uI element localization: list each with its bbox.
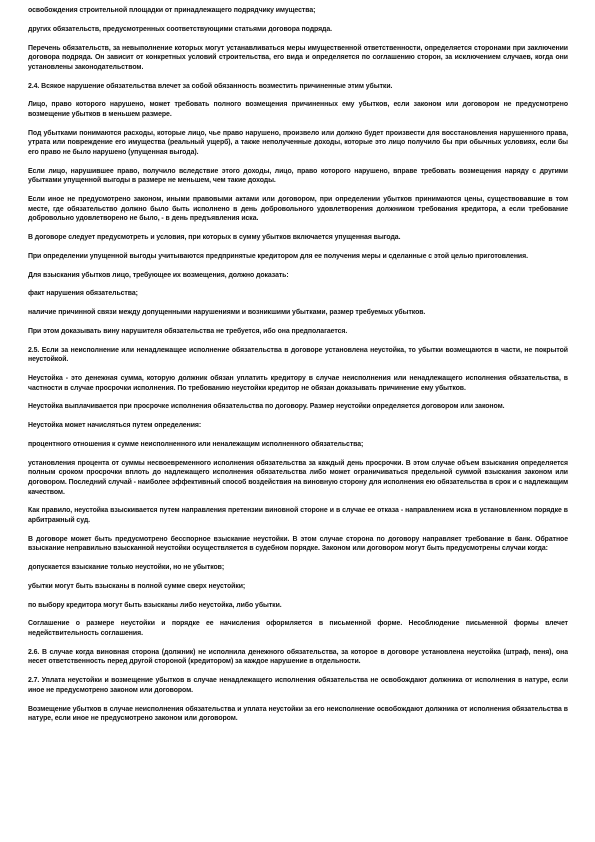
paragraph: Неустойка может начисляться путем определения:	[28, 422, 202, 430]
paragraph: 2.7. Уплата неустойки и возмещение убытков в случае ненадлежащего исполнения обязательства не освобождают должника от исполнения в натуре, если иное не предусмотрено законом или договором.	[28, 677, 568, 694]
paragraph: В договоре может быть предусмотрено бесспорное взыскание неустойки. В этом случае сторона по договору направляет требование в банк. Обратное взыскание неправильно взысканной неустойки осуществляется в судебном порядке. Законом или договором могут быть предусмотрены случаи когда:	[28, 535, 568, 553]
paragraph: Под убытками понимаются расходы, которые лицо, чье право нарушено, произвело или должно будет произвести для восстановления нарушенного права, утрата или повреждение его имущества (реальный ущерб), а также неполученные доходы, которые это лицо получило бы при обычных условиях, если бы его право не было нарушено (упущенная выгода).	[28, 129, 568, 156]
paragraph: Если иное не предусмотрено законом, иными правовыми актами или договором, при определении убытков принимаются цены, существовавшие в том месте, где обязательство должно было быть исполнено в день добровольного удовлетворения должником требования кредитора, а если требование добровольно удовлетворено не было, - в день предъявления иска.	[28, 196, 568, 223]
paragraph: Неустойка - это денежная сумма, которую должник обязан уплатить кредитору в случае неисполнения или ненадлежащего исполнения обязательства, в частности в случае просрочки исполнения. По требованию неустойки кредитор не обязан доказывать причинение ему убытков.	[28, 375, 568, 392]
paragraph: наличие причинной связи между допущенными нарушениями и возникшими убытками, размер требуемых убытков.	[28, 309, 426, 317]
paragraph: 2.4. Всякое нарушение обязательства влечет за собой обязанность возместить причиненные этим убытки.	[28, 82, 393, 90]
paragraph: освобождения строительной площадки от принадлежащего подрядчику имущества;	[28, 7, 316, 14]
paragraph: факт нарушения обязательства;	[28, 290, 138, 298]
paragraph: Соглашение о размере неустойки и порядке ее начисления оформляется в письменной форме. Несоблюдение письменной формы влечет недействительность соглашения.	[28, 620, 568, 638]
paragraph: Лицо, право которого нарушено, может требовать полного возмещения причиненных ему убытков, если законом или договором не предусмотрено возмещение убытков в меньшем размере.	[28, 101, 568, 118]
paragraph: При этом доказывать вину нарушителя обязательства не требуется, ибо она предполагается.	[28, 327, 348, 335]
paragraph: Возмещение убытков в случае неисполнения обязательства и уплата неустойки за его неисполнение освобождают должника от исполнения обязательства в натуре, если иное не предусмотрено законом или договором.	[28, 705, 568, 723]
paragraph: установления процента от суммы несвоевременного исполнения обязательства за каждый день просрочки. В этом случае объем взыскания определяется полным сроком просрочки вплоть до надлежащего исполнения обязательства либо может ограничиваться предельной суммой взыскания законом или договором. Последний случай - наиболее эффективный способ воздействия на виновную сторону для исполнения ею обязательства в срок и с надлежащим качеством.	[28, 459, 568, 496]
paragraph: Неустойка выплачивается при просрочке исполнения обязательства по договору. Размер неустойки определяется договором или законом.	[28, 403, 505, 411]
paragraph: других обязательств, предусмотренных соответствующими статьями договора подряда.	[28, 25, 333, 33]
paragraph: При определении упущенной выгоды учитываются предпринятые кредитором для ее получения меры и сделанные с этой целью приготовления.	[28, 252, 528, 260]
paragraph: процентного отношения к сумме неисполненного или неналежащим исполненного обязательства;	[28, 441, 364, 448]
paragraph: допускается взыскание только неустойки, но не убытков;	[28, 564, 225, 572]
paragraph: Если лицо, нарушившее право, получило вследствие этого доходы, лицо, право которого нарушено, вправе требовать возмещения наряду с другими убытками упущенной выгоды в размере не меньшем, чем такие доходы.	[28, 167, 568, 185]
paragraph: Как правило, неустойка взыскивается путем направления претензии виновной стороне и в случае ее отказа - направлением иска в установленном порядке в арбитражный суд.	[28, 507, 568, 524]
paragraph: В договоре следует предусмотреть и условия, при которых в сумму убытков включается упущенная выгода.	[28, 234, 401, 241]
paragraph: Перечень обязательств, за невыполнение которых могут устанавливаться меры имущественной ответственности, определяется сторонами при заключении договора подряда. Он зависит от конкретных условий строительства, его вида и определяется по соглашению сторон, за исключением случаев, когда они установлены законодательством.	[28, 44, 568, 71]
paragraph: по выбору кредитора могут быть взысканы либо неустойка, либо убытки.	[28, 601, 282, 609]
document-page	[28, 6, 568, 836]
paragraph: убытки могут быть взысканы в полной сумме сверх неустойки;	[28, 582, 246, 590]
paragraph: 2.5. Если за неисполнение или ненадлежащее исполнение обязательства в договоре установлена неустойка, то убытки возмещаются в части, не покрытой неустойкой.	[28, 346, 568, 364]
paragraph: Для взыскания убытков лицо, требующее их возмещения, должно доказать:	[28, 271, 289, 279]
paragraph: 2.6. В случае когда виновная сторона (должник) не исполнила денежного обязательства, за которое в договоре установлена неустойка (штраф, пеня), она несет ответственность перед другой стороной (кредитором) за каждое нарушение в отдельности.	[28, 648, 568, 666]
